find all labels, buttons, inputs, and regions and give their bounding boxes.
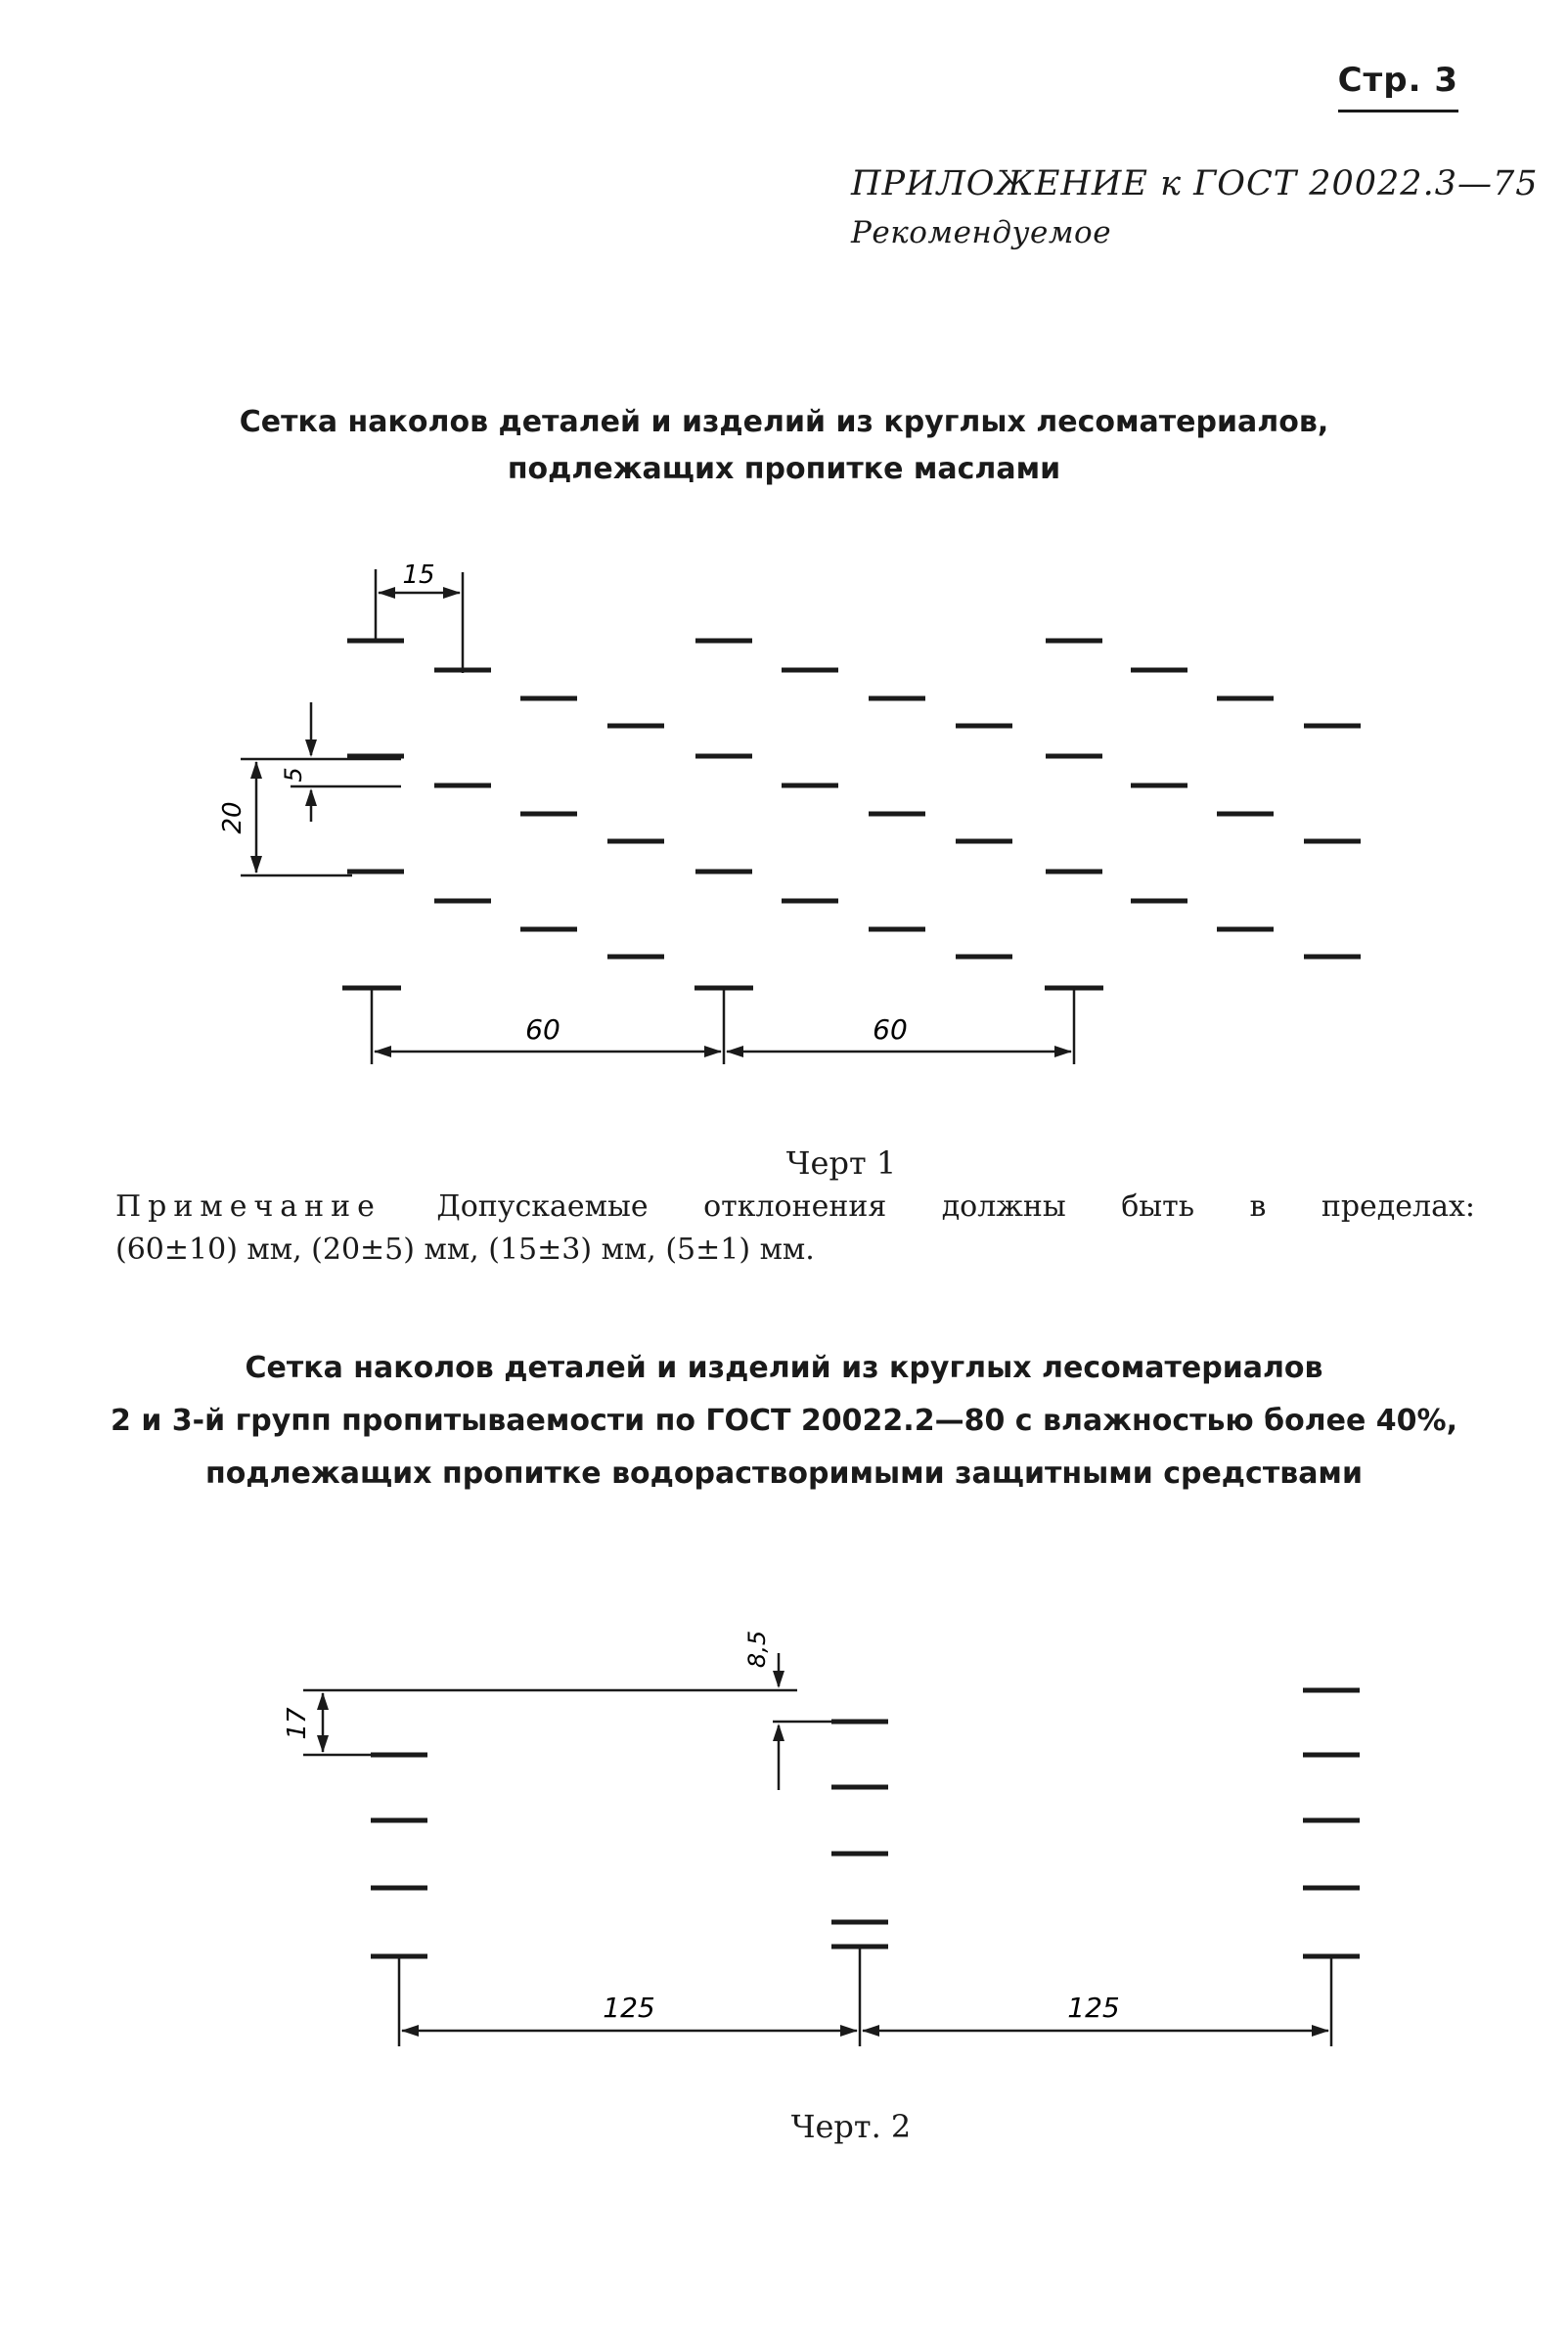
drawing-1-caption: Черт 1: [785, 1144, 897, 1182]
dimension-label-125-left: 125: [603, 1992, 655, 2024]
note-label: Примечание: [115, 1189, 381, 1224]
dimension-label-125-right: 125: [1067, 1992, 1120, 2024]
section2-heading-line: Сетка наколов деталей и изделий из круглых лесоматериалов: [245, 1351, 1323, 1385]
section1-heading-line: Сетка наколов деталей и изделий из круглых лесоматериалов,: [239, 405, 1329, 439]
dimension-label-5: 5: [280, 767, 307, 783]
dimension-lines: [303, 1653, 1331, 2046]
puncture-marks: [371, 1690, 1360, 1956]
note-line-2: (60±10) мм, (20±5) мм, (15±3) мм, (5±1) мм.: [115, 1232, 815, 1267]
section2-heading-line: подлежащих пропитке водорастворимыми защитными средствами: [205, 1456, 1363, 1491]
dimension-label-60-right: 60: [873, 1013, 908, 1046]
dimension-label-8-5: 8,5: [743, 1630, 771, 1669]
drawing-2-caption: Черт. 2: [790, 2108, 912, 2145]
section2-heading-line: 2 и 3-й групп пропитываемости по ГОСТ 20022.2—80 с влажностью более 40%,: [111, 1404, 1457, 1438]
dimension-label-17: 17: [283, 1707, 312, 1740]
note-word: отклонения: [703, 1189, 887, 1224]
appendix-title: ПРИЛОЖЕНИЕ к ГОСТ 20022.3—75: [851, 164, 1539, 203]
note-word: пределах:: [1321, 1189, 1475, 1224]
note-word: в: [1249, 1189, 1267, 1224]
appendix-subtitle: Рекомендуемое: [851, 215, 1112, 250]
arrowheads: [317, 1671, 1329, 2037]
note-word: быть: [1121, 1189, 1195, 1224]
dimension-label-15: 15: [402, 560, 435, 590]
dimension-label-20: 20: [218, 801, 247, 834]
note-word: Допускаемые: [436, 1189, 649, 1224]
note-word: должны: [941, 1189, 1066, 1224]
section1-heading-line: подлежащих пропитке маслами: [507, 452, 1061, 486]
dimension-label-60-left: 60: [525, 1013, 560, 1046]
page-number: Стр. 3: [1338, 61, 1458, 112]
